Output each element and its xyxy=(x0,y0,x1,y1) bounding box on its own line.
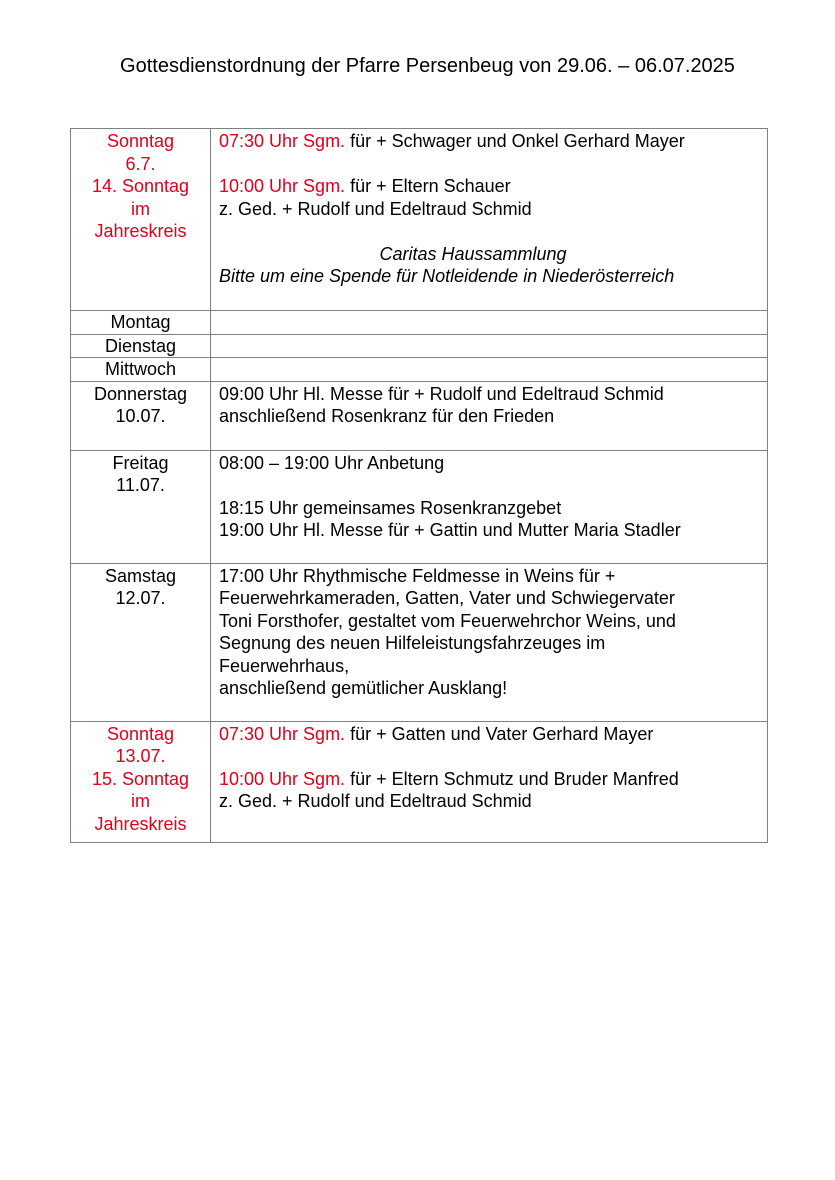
day-cell xyxy=(71,311,211,335)
liturgical-day: im xyxy=(131,198,150,219)
table-row xyxy=(71,311,768,335)
liturgical-day: 14. Sonntag xyxy=(91,176,190,196)
day-cell xyxy=(71,358,211,382)
liturgical-day: Jahreskreis xyxy=(94,221,187,241)
collection-heading: Caritas Haussammlung xyxy=(379,243,567,264)
liturgical-day: Jahreskreis xyxy=(94,813,187,834)
service-cell xyxy=(211,358,768,382)
service-cell xyxy=(211,129,768,311)
day-name: Samstag xyxy=(104,565,177,586)
day-cell xyxy=(71,129,211,311)
service-time: 10:00 Uhr Sgm. xyxy=(219,768,346,789)
service-entry xyxy=(219,768,767,791)
service-entry xyxy=(219,723,767,746)
day-cell xyxy=(71,381,211,450)
service-entry: anschließend Rosenkranz für den Frieden xyxy=(219,406,555,426)
schedule-table xyxy=(70,128,768,843)
service-text: für + Schwager und Onkel Gerhard Mayer xyxy=(345,131,685,151)
day-name: Montag xyxy=(110,312,171,332)
service-text: für + Eltern Schmutz und Bruder Manfred xyxy=(345,768,679,789)
day-cell xyxy=(71,721,211,842)
day-cell xyxy=(71,563,211,721)
day-cell xyxy=(71,450,211,563)
service-text: für + Eltern Schauer xyxy=(345,176,511,196)
day-cell xyxy=(71,334,211,358)
table-row xyxy=(71,450,768,563)
day-name: Dienstag xyxy=(104,335,177,356)
table-row xyxy=(71,129,768,311)
table-row xyxy=(71,381,768,450)
service-entry: z. Ged. + Rudolf und Edeltraud Schmid xyxy=(219,198,532,219)
page-title: Gottesdienstordnung der Pfarre Persenbeug von 29.06. – 06.07.2025 xyxy=(120,55,735,77)
collection-note: Bitte um eine Spende für Notleidende in Niederösterreich xyxy=(219,266,675,286)
service-cell xyxy=(211,721,768,842)
service-entry: 17:00 Uhr Rhythmische Feldmesse in Weins für + xyxy=(219,565,616,586)
service-cell xyxy=(211,381,768,450)
service-entry: Segnung des neuen Hilfeleistungsfahrzeuges im xyxy=(219,633,606,653)
service-cell xyxy=(211,450,768,563)
table-row xyxy=(71,334,768,358)
day-date: 11.07. xyxy=(116,475,165,495)
day-name: Donnerstag xyxy=(93,383,188,404)
service-entry: anschließend gemütlicher Ausklang! xyxy=(219,678,508,698)
table-row xyxy=(71,563,768,721)
day-name: Freitag xyxy=(112,452,169,473)
day-name: Sonntag xyxy=(106,131,175,151)
day-date: 12.07. xyxy=(115,588,166,608)
table-row xyxy=(71,358,768,382)
service-cell xyxy=(211,334,768,358)
service-entry: 19:00 Uhr Hl. Messe für + Gattin und Mutter Maria Stadler xyxy=(219,520,681,540)
service-text: für + Gatten und Vater Gerhard Mayer xyxy=(345,723,654,744)
day-name: Mittwoch xyxy=(104,359,176,379)
service-entry: 09:00 Uhr Hl. Messe für + Rudolf und Edeltraud Schmid xyxy=(219,383,664,404)
liturgical-day: im xyxy=(131,791,150,811)
day-date: 6.7. xyxy=(125,153,156,174)
service-entry: Feuerwehrkameraden, Gatten, Vater und Schwiegervater xyxy=(219,588,675,608)
service-time: 10:00 Uhr Sgm. xyxy=(219,176,346,196)
service-entry xyxy=(219,130,767,153)
service-cell xyxy=(211,311,768,335)
day-date: 13.07. xyxy=(115,746,166,766)
service-entry xyxy=(219,175,767,198)
service-entry: Feuerwehrhaus, xyxy=(219,655,350,676)
service-entry: Toni Forsthofer, gestaltet vom Feuerwehrchor Weins, und xyxy=(219,610,676,631)
liturgical-day: 15. Sonntag xyxy=(91,768,190,789)
service-entry: z. Ged. + Rudolf und Edeltraud Schmid xyxy=(219,791,532,811)
day-name: Sonntag xyxy=(106,723,175,744)
service-time: 07:30 Uhr Sgm. xyxy=(219,723,346,744)
service-entry: 08:00 – 19:00 Uhr Anbetung xyxy=(219,452,445,473)
day-date: 10.07. xyxy=(115,406,166,426)
service-entry: 18:15 Uhr gemeinsames Rosenkranzgebet xyxy=(219,497,562,518)
table-row xyxy=(71,721,768,842)
service-cell xyxy=(211,563,768,721)
service-time: 07:30 Uhr Sgm. xyxy=(219,131,346,151)
